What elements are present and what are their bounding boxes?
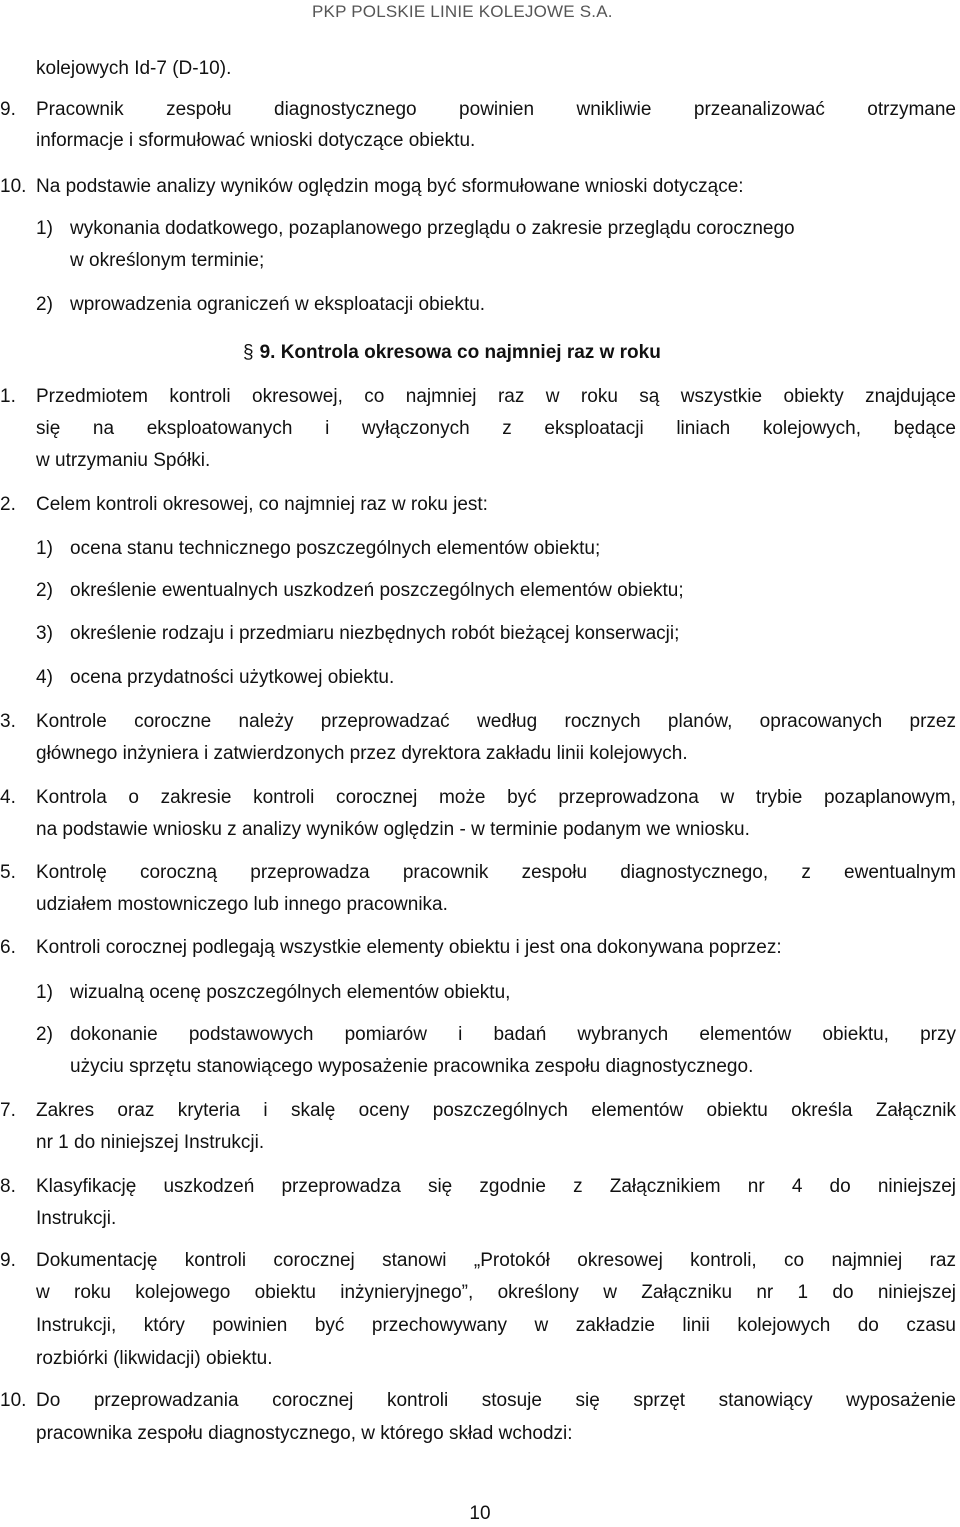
section-title: 9. Kontrola okresowa co najmniej raz w roku xyxy=(259,342,661,363)
paragraph-line: Na podstawie analizy wyników oględzin mogą być sformułowane wnioski dotyczące: xyxy=(36,176,744,197)
paragraph-line: wprowadzenia ograniczeń w eksploatacji obiektu. xyxy=(70,294,486,315)
list-item-line: Kontroli corocznej podlegają wszystkie elementy obiektu i jest ona dokonywana poprzez: xyxy=(36,937,782,958)
list-item-number: 6. xyxy=(0,937,16,958)
list-item-number: 2) xyxy=(36,1024,53,1045)
list-item-line: Kontrolę coroczną przeprowadza pracownik zespołu diagnostycznego, z ewentualnym xyxy=(36,862,956,883)
list-item-line: ocena przydatności użytkowej obiektu. xyxy=(70,667,395,688)
list-item-number: 7. xyxy=(0,1100,16,1121)
list-item-line: użyciu sprzętu stanowiącego wyposażenie pracownika zespołu diagnostycznego. xyxy=(70,1056,754,1077)
paragraph-number: 1) xyxy=(36,218,53,239)
list-item-number: 4. xyxy=(0,787,16,808)
paragraph-line: informacje i sformułować wnioski dotyczące obiektu. xyxy=(36,130,476,151)
list-item-line: pracownika zespołu diagnostycznego, w którego skład wchodzi: xyxy=(36,1423,573,1444)
list-item-line: Do przeprowadzania corocznej kontroli stosuje się sprzęt stanowiący wyposażenie xyxy=(36,1390,956,1411)
list-item-number: 8. xyxy=(0,1176,16,1197)
paragraph-line: w określonym terminie; xyxy=(70,250,265,271)
list-item-line: ocena stanu technicznego poszczególnych elementów obiektu; xyxy=(70,538,601,559)
list-item-line: określenie rodzaju i przedmiaru niezbędnych robót bieżącej konserwacji; xyxy=(70,623,680,644)
list-item-line: Instrukcji, który powinien być przechowywany w zakładzie linii kolejowych do czasu xyxy=(36,1315,956,1336)
list-item-number: 1) xyxy=(36,982,53,1003)
list-item-line: Przedmiotem kontroli okresowej, co najmniej raz w roku są wszystkie obiekty znajdujące xyxy=(36,386,956,407)
list-item-number: 1) xyxy=(36,538,53,559)
list-item-line: udziałem mostowniczego lub innego pracownika. xyxy=(36,894,448,915)
list-item-line: Klasyfikację uszkodzeń przeprowadza się zgodnie z Załącznikiem nr 4 do niniejszej xyxy=(36,1176,956,1197)
page-number: 10 xyxy=(469,1503,491,1524)
list-item-line: określenie ewentualnych uszkodzeń poszczególnych elementów obiektu; xyxy=(70,580,684,601)
list-item-line: w roku kolejowego obiektu inżynieryjnego”, określony w Załączniku nr 1 do niniejszej xyxy=(36,1282,956,1303)
paragraph-line: Pracownik zespołu diagnostycznego powinien wnikliwie przeanalizować otrzymane xyxy=(36,99,956,120)
list-item-line: na podstawie wniosku z analizy wyników oględzin - w terminie podanym we wniosku. xyxy=(36,819,750,840)
list-item-line: głównego inżyniera i zatwierdzonych przez dyrektora zakładu linii kolejowych. xyxy=(36,743,688,764)
paragraph-line: kolejowych Id-7 (D-10). xyxy=(36,58,232,79)
list-item-line: w utrzymaniu Spółki. xyxy=(36,450,211,471)
list-item-number: 10. xyxy=(0,1390,27,1411)
section-heading xyxy=(243,341,661,365)
paragraph-number: 2) xyxy=(36,294,53,315)
paragraph-line: wykonania dodatkowego, pozaplanowego przeglądu o zakresie przeglądu corocznego xyxy=(70,218,795,239)
list-item-line: nr 1 do niniejszej Instrukcji. xyxy=(36,1132,265,1153)
document-header-org: PKP POLSKIE LINIE KOLEJOWE S.A. xyxy=(312,2,613,21)
paragraph-number: 10. xyxy=(0,176,27,197)
list-item-line: Instrukcji. xyxy=(36,1208,117,1229)
paragraph-number: 9. xyxy=(0,99,16,120)
list-item-number: 3. xyxy=(0,711,16,732)
list-item-number: 4) xyxy=(36,667,53,688)
list-item-number: 3) xyxy=(36,623,53,644)
list-item-line: rozbiórki (likwidacji) obiektu. xyxy=(36,1348,273,1369)
section-symbol: § xyxy=(243,342,254,363)
list-item-line: Celem kontroli okresowej, co najmniej raz w roku jest: xyxy=(36,494,488,515)
list-item-number: 2. xyxy=(0,494,16,515)
list-item-line: Kontrola o zakresie kontroli corocznej może być przeprowadzona w trybie pozaplanowym, xyxy=(36,787,956,808)
list-item-number: 5. xyxy=(0,862,16,883)
list-item-line: wizualną ocenę poszczególnych elementów obiektu, xyxy=(70,982,511,1003)
list-item-line: się na eksploatowanych i wyłączonych z eksploatacji liniach kolejowych, będące xyxy=(36,418,956,439)
list-item-line: Kontrole coroczne należy przeprowadzać według rocznych planów, opracowanych przez xyxy=(36,711,956,732)
list-item-number: 2) xyxy=(36,580,53,601)
list-item-number: 9. xyxy=(0,1250,16,1271)
list-item-line: Dokumentację kontroli corocznej stanowi „Protokół okresowej kontroli, co najmniej raz xyxy=(36,1250,956,1271)
list-item-line: Zakres oraz kryteria i skalę oceny poszczególnych elementów obiektu określa Załącznik xyxy=(36,1100,956,1121)
list-item-line: dokonanie podstawowych pomiarów i badań wybranych elementów obiektu, przy xyxy=(70,1024,956,1045)
list-item-number: 1. xyxy=(0,386,16,407)
